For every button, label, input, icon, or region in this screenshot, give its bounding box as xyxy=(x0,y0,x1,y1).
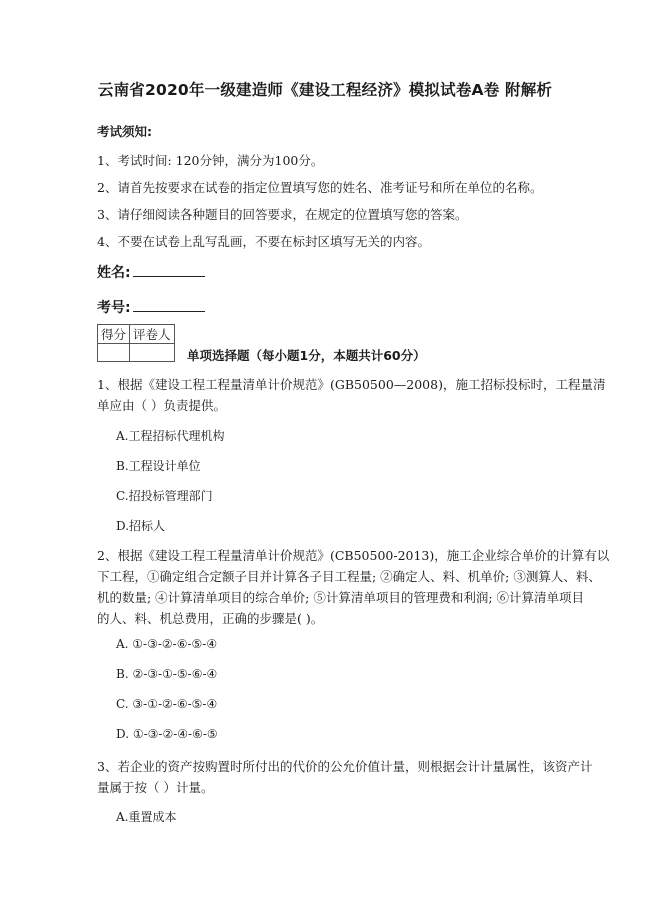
question-1-option-b[interactable]: B.工程设计单位 xyxy=(116,459,201,473)
notice-item: 3、请仔细阅读各种题目的回答要求，在规定的位置填写您的答案。 xyxy=(97,207,468,222)
exam-id-label: 考号: xyxy=(97,300,131,316)
question-2-line: 的人、料、机总费用，正确的步骤是( )。 xyxy=(97,611,324,626)
question-1-line: 单应由（ ）负责提供。 xyxy=(97,398,226,413)
question-2-option-d[interactable]: D. ①-③-②-④-⑥-⑤ xyxy=(116,727,218,741)
question-2-line: 下工程，①确定组合定额子目并计算各子目工程量; ②确定人、料、机单价; ③测算人、料、 xyxy=(97,569,601,584)
question-2-option-c[interactable]: C. ③-①-②-⑥-⑤-④ xyxy=(116,697,218,711)
notice-item: 1、考试时间: 120分钟，满分为100分。 xyxy=(97,153,324,168)
section-heading: 单项选择题（每小题1分，本题共计60分） xyxy=(187,348,426,363)
question-2-line: 2、根据《建设工程工程量清单计价规范》(CB50500-2013)，施工企业综合单价的计算有以 xyxy=(97,548,610,563)
grader-cell[interactable] xyxy=(130,344,175,362)
question-2-line: 机的数量; ④计算清单项目的综合单价; ⑤计算清单项目的管理费和利润; ⑥计算清单项目 xyxy=(97,590,585,605)
question-1-option-d[interactable]: D.招标人 xyxy=(116,519,166,533)
question-3-line: 3、若企业的资产按购置时所付出的代价的公允价值计量，则根据会计计量属性，该资产计 xyxy=(97,759,593,774)
page-title: 云南省2020年一级建造师《建设工程经济》模拟试卷A卷 附解析 xyxy=(97,81,553,99)
name-label: 姓名: xyxy=(97,265,131,281)
question-3-line: 量属于按（ ）计量。 xyxy=(97,780,214,795)
score-cell[interactable] xyxy=(98,344,130,362)
name-input-line[interactable] xyxy=(133,276,205,277)
question-2-option-b[interactable]: B. ②-③-①-⑤-⑥-④ xyxy=(116,667,218,681)
question-3-option-a[interactable]: A.重置成本 xyxy=(116,810,177,824)
question-1-option-c[interactable]: C.招投标管理部门 xyxy=(116,489,213,503)
question-2-option-a[interactable]: A. ①-③-②-⑥-⑤-④ xyxy=(116,637,218,651)
grader-header: 评卷人 xyxy=(130,325,175,344)
notice-item: 2、请首先按要求在试卷的指定位置填写您的姓名、准考证号和所在单位的名称。 xyxy=(97,180,543,195)
score-table xyxy=(97,324,175,362)
question-1-option-a[interactable]: A.工程招标代理机构 xyxy=(116,429,225,443)
notice-item: 4、不要在试卷上乱写乱画，不要在标封区填写无关的内容。 xyxy=(97,234,430,249)
notice-heading: 考试须知: xyxy=(97,124,152,139)
exam-id-input-line[interactable] xyxy=(133,311,205,312)
question-1-line: 1、根据《建设工程工程量清单计价规范》(GB50500—2008)，施工招标投标时，工程量清 xyxy=(97,377,606,392)
score-header: 得分 xyxy=(98,325,130,344)
